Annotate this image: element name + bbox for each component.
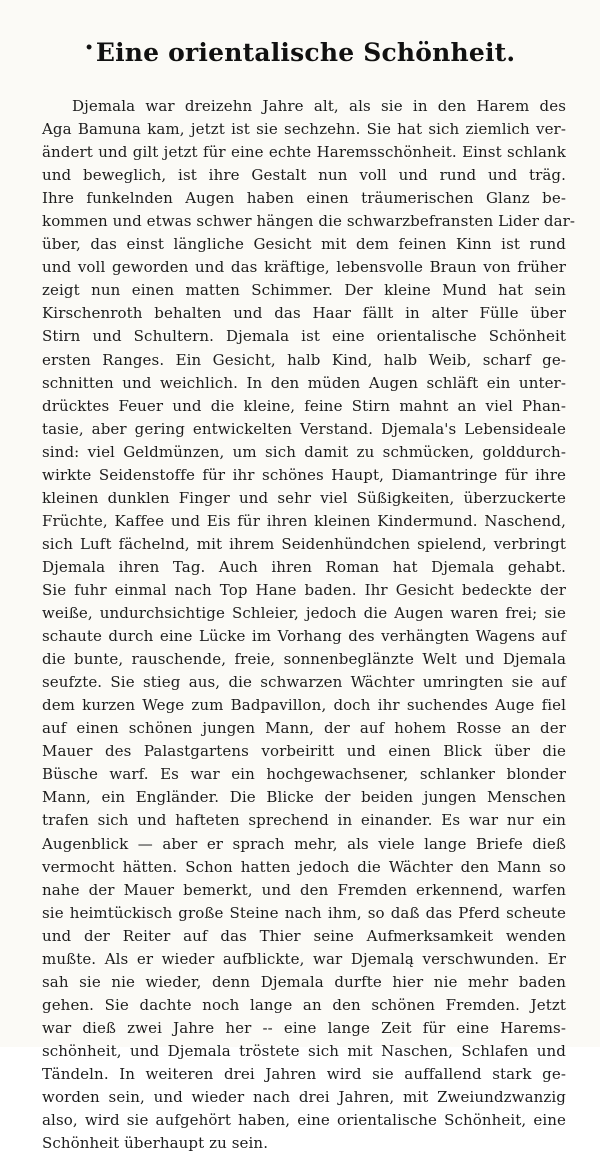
text-line: kleinen dunklen Finger und sehr viel Süßigkeiten, überzuckerte	[42, 488, 566, 507]
text-line: Schönheit überhaupt zu sein.	[42, 1134, 269, 1153]
text-line: sich Luft fächelnd, mit ihrem Seidenhündchen spielend, verbringt	[42, 534, 566, 553]
text-line: worden sein, und wieder nach drei Jahren, mit Zweiundzwanzig	[42, 1088, 566, 1107]
text-line: und beweglich, ist ihre Gestalt nun voll und rund und träg.	[42, 166, 566, 185]
text-line: seufzte. Sie stieg aus, die schwarzen Wächter umringten sie auf	[42, 673, 566, 692]
text-line: ändert und gilt jetzt für eine echte Haremsschönheit. Einst schlank	[42, 143, 566, 162]
text-line: mußte. Als er wieder aufblickte, war Djemalą verschwunden. Er	[42, 949, 566, 968]
text-line: die bunte, rauschende, freie, sonnenbeglänzte Welt und Djemala	[42, 650, 566, 669]
title-mark: •	[84, 39, 94, 56]
text-line: Ihre funkelnden Augen haben einen träumerischen Glanz be-	[42, 189, 566, 208]
text-line: Kirschenroth behalten und das Haar fällt in alter Fülle über	[42, 304, 566, 323]
text-line: weiße, undurchsichtige Schleier, jedoch die Augen waren frei; sie	[42, 604, 566, 623]
text-line: über, das einst längliche Gesicht mit dem feinen Kinn ist rund	[42, 235, 566, 254]
text-line: Aga Bamuna kam, jetzt ist sie sechzehn. Sie hat sich ziemlich ver-	[42, 120, 566, 139]
text-line: und der Reiter auf das Thier seine Aufmerksamkeit wenden	[42, 926, 566, 945]
article-body	[42, 95, 576, 1155]
article-title	[0, 38, 600, 67]
text-line: Djemala war dreizehn Jahre alt, als sie in den Harem des	[72, 97, 566, 115]
text-line: schaute durch eine Lücke im Vorhang des verhängten Wagens auf	[42, 627, 566, 646]
text-line: also, wird sie aufgehört haben, eine orientalische Schönheit, eine	[42, 1111, 566, 1130]
text-line: tasie, aber gering entwickelten Verstand. Djemala's Lebensideale	[42, 419, 566, 438]
article-title-text: Eine orientalische Schönheit.	[95, 38, 516, 67]
text-line: schnitten und weichlich. In den müden Augen schläft ein unter-	[42, 373, 566, 392]
text-line: Mauer des Palastgartens vorbeiritt und einen Blick über die	[42, 742, 566, 761]
text-line: Mann, ein Engländer. Die Blicke der beiden jungen Menschen	[42, 788, 566, 807]
text-line: auf einen schönen jungen Mann, der auf hohem Rosse an der	[42, 719, 566, 738]
text-line: schönheit, und Djemala tröstete sich mit Naschen, Schlafen und	[42, 1041, 566, 1060]
text-line: war dieß zwei Jahre her -- eine lange Zeit für eine Harems-	[42, 1018, 566, 1037]
text-line: wirkte Seidenstoffe für ihr schönes Haupt, Diamantringe für ihre	[42, 465, 566, 484]
text-line: Früchte, Kaffee und Eis für ihren kleinen Kindermund. Naschend,	[42, 511, 566, 530]
text-line: ersten Ranges. Ein Gesicht, halb Kind, halb Weib, scharf ge-	[42, 350, 566, 369]
text-line: vermocht hätten. Schon hatten jedoch die Wächter den Mann so	[42, 857, 566, 876]
text-line: drücktes Feuer und die kleine, feine Stirn mahnt an viel Phan-	[42, 396, 566, 415]
text-line: nahe der Mauer bemerkt, und den Fremden erkennend, warfen	[42, 880, 566, 899]
text-line: gehen. Sie dachte noch lange an den schönen Fremden. Jetzt	[42, 995, 566, 1014]
text-line: sie heimtückisch große Steine nach ihm, so daß das Pferd scheute	[42, 903, 566, 922]
text-line: Djemala ihren Tag. Auch ihren Roman hat Djemala gehabt.	[42, 557, 566, 576]
text-line: Sie fuhr einmal nach Top Hane baden. Ihr Gesicht bedeckte der	[42, 580, 566, 599]
text-line: sah sie nie wieder, denn Djemala durfte hier nie mehr baden	[42, 972, 566, 991]
text-line: Tändeln. In weiteren drei Jahren wird sie auffallend stark ge-	[42, 1064, 566, 1083]
text-line: Büsche warf. Es war ein hochgewachsener, schlanker blonder	[42, 765, 566, 784]
text-line: und voll geworden und das kräftige, lebensvolle Braun von früher	[42, 258, 566, 277]
text-line: Augenblick — aber er sprach mehr, als viele lange Briefe dieß	[42, 834, 566, 853]
text-line: Stirn und Schultern. Djemala ist eine orientalische Schönheit	[42, 327, 566, 346]
text-line: dem kurzen Wege zum Badpavillon, doch ihr suchendes Auge fiel	[42, 696, 566, 715]
text-line: kommen und etwas schwer hängen die schwarzbefransten Lider dar-	[42, 212, 576, 231]
text-line: sind: viel Geldmünzen, um sich damit zu schmücken, golddurch-	[42, 442, 566, 461]
text-line: zeigt nun einen matten Schimmer. Der kleine Mund hat sein	[42, 281, 566, 300]
text-line: trafen sich und hafteten sprechend in einander. Es war nur ein	[42, 811, 566, 830]
